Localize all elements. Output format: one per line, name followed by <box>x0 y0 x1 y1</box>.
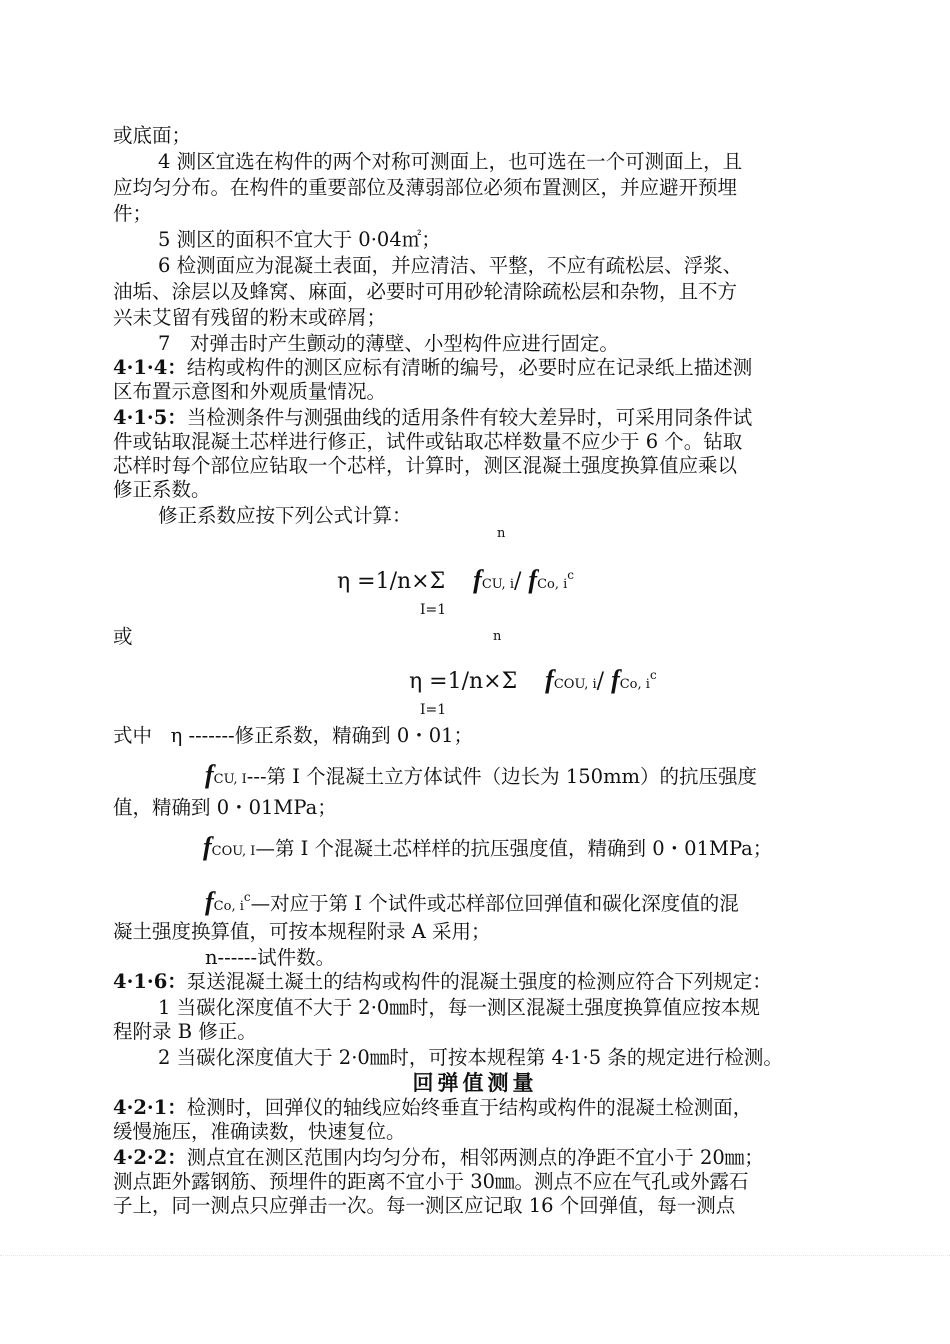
f-symbol: f <box>203 832 212 861</box>
slash: / <box>596 669 605 694</box>
text-line: 程附录 B 修正。 <box>113 1020 257 1043</box>
subscript: Co, i <box>213 899 244 914</box>
list-item-7: 7 对弹击时产生颤动的薄壁、小型构件应进行固定。 <box>158 332 619 355</box>
subscript: COU, i <box>553 677 597 692</box>
where-label: 式中 <box>113 724 153 747</box>
clause-text: 测点宜在测区范围内均匀分布，相邻两测点的净距不宜小于 20㎜； <box>186 1146 764 1169</box>
list-item-2: 2 当碳化深度值大于 2·0㎜时，可按本规程第 4·1·5 条的规定进行检测。 <box>158 1046 783 1069</box>
f-symbol: f <box>545 665 554 694</box>
list-item-1: 1 当碳化深度值不大于 2·0㎜时，每一测区混凝土强度换算值应按本规 <box>158 996 760 1019</box>
clause-number: 4·1·5： <box>113 406 187 429</box>
f-symbol: f <box>473 565 482 594</box>
formula2-lhs: η =1/n×Σ <box>409 669 518 694</box>
formula-1 <box>337 560 574 600</box>
clause-number: 4·1·4： <box>113 356 187 379</box>
clause-text: 当检测条件与测强曲线的适用条件有较大差异时，可采用同条件试 <box>186 406 753 429</box>
footer-divider <box>0 1255 950 1258</box>
text-line: 兴未艾留有残留的粉末或碎屑； <box>113 306 387 329</box>
clause-4-2-1 <box>113 1096 752 1120</box>
clause-4-1-5 <box>113 406 752 430</box>
superscript: c <box>567 568 575 582</box>
clause-text: 泵送混凝土凝土的结构或构件的混凝土强度的检测应符合下列规定： <box>186 970 772 993</box>
formula1-lower-limit: I=1 <box>420 602 447 618</box>
fco-definition <box>205 882 739 922</box>
text-line: 或底面； <box>113 124 192 147</box>
formula1-lhs: η =1/n×Σ <box>337 569 446 594</box>
formula-2 <box>409 660 657 700</box>
clause-4-2-2 <box>113 1146 764 1170</box>
where-line <box>113 724 473 748</box>
text-line: 应均匀分布。在构件的重要部位及薄弱部位必须布置测区，并应避开预埋 <box>113 176 738 199</box>
text-line: 芯样时每个部位应钻取一个芯样，计算时，测区混凝土强度换算值应乘以 <box>113 454 738 477</box>
definition-text: ---第 I 个混凝土立方体试件（边长为 150mm）的抗压强度 <box>246 765 758 788</box>
fcu-definition <box>205 760 757 795</box>
text-line: 子上，同一测点只应弹击一次。每一测区应记取 16 个回弹值，每一测点 <box>113 1194 736 1217</box>
superscript: c <box>649 668 657 682</box>
clause-number: 4·1·6： <box>113 970 187 993</box>
f-symbol: f <box>528 565 538 594</box>
or-label: 或 <box>113 625 133 648</box>
list-item-5: 5 测区的面积不宜大于 0·04㎡； <box>158 228 441 251</box>
formula1-upper-limit: n <box>497 526 506 541</box>
clause-text: 结构或构件的测区应标有清晰的编号，必要时应在记录纸上描述测 <box>186 356 753 379</box>
subscript: Co, i <box>619 677 650 692</box>
section-heading: 回弹值测量 <box>412 1070 538 1095</box>
f-symbol: f <box>205 760 214 789</box>
definition-text: —第 I 个混凝土芯样样的抗压强度值，精确到 0・01MPa； <box>255 837 773 860</box>
subscript: Co, i <box>537 577 568 592</box>
clause-4-1-4 <box>113 356 752 380</box>
text-line: 缓慢施压，准确读数，快速复位。 <box>113 1120 406 1143</box>
text-line: 值，精确到 0・01MPa； <box>113 796 337 819</box>
text-line: 油垢、涂层以及蜂窝、麻面，必要时可用砂轮清除疏松层和杂物，且不方 <box>113 280 738 303</box>
superscript: c <box>243 890 251 904</box>
text-line: 区布置示意图和外观质量情况。 <box>113 380 387 403</box>
f-symbol: f <box>205 887 214 916</box>
formula2-lower-limit: I=1 <box>420 702 447 718</box>
fcou-definition <box>203 832 772 867</box>
text-line: 修正系数应按下列公式计算： <box>158 504 412 527</box>
clause-number: 4·2·1： <box>113 1096 187 1119</box>
list-item-6: 6 检测面应为混凝土表面，并应清洁、平整，不应有疏松层、浮浆、 <box>158 254 743 277</box>
clause-number: 4·2·2： <box>113 1146 187 1169</box>
clause-4-1-6 <box>113 970 772 994</box>
formula2-upper-limit: n <box>493 629 502 644</box>
text-line: 测点距外露钢筋、预埋件的距离不宜小于 30㎜。测点不应在气孔或外露石 <box>113 1170 749 1193</box>
eta-definition: η -------修正系数，精确到 0・01； <box>170 724 474 747</box>
list-item-4: 4 测区宜选在构件的两个对称可测面上，也可选在一个可测面上，且 <box>158 150 743 173</box>
subscript: CU, I <box>213 772 247 787</box>
text-line: 件或钻取混凝土芯样进行修正，试件或钻取芯样数量不应少于 6 个。钻取 <box>113 430 743 453</box>
subscript: COU, I <box>211 844 256 859</box>
text-line: 修正系数。 <box>113 478 211 501</box>
text-line: 件； <box>113 202 153 225</box>
subscript: CU, i <box>481 577 514 592</box>
f-symbol: f <box>611 665 620 694</box>
clause-text: 检测时，回弹仪的轴线应始终垂直于结构或构件的混凝土检测面， <box>186 1096 753 1119</box>
text-line: 凝土强度换算值，可按本规程附录 A 采用； <box>113 920 491 943</box>
n-definition: n------试件数。 <box>205 946 336 969</box>
definition-text: —对应于第 I 个试件或芯样部位回弹值和碳化深度值的混 <box>250 892 739 915</box>
slash: / <box>513 569 522 594</box>
